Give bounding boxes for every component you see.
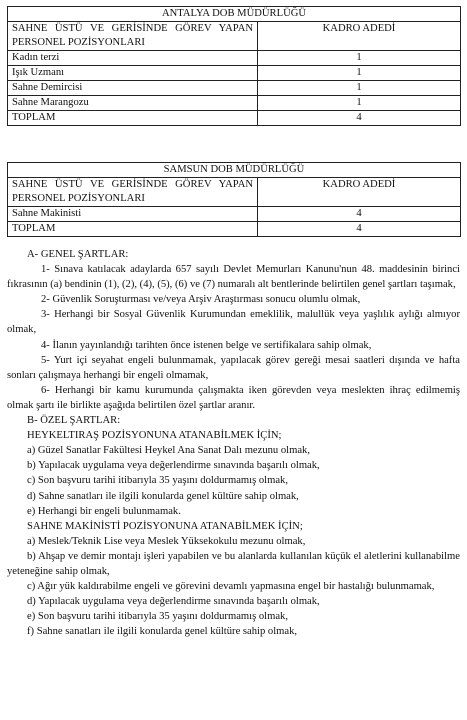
count-cell: 1 (258, 51, 461, 66)
position-cell: Sahne Demircisi (8, 81, 258, 96)
ozel-heading: B- ÖZEL ŞARTLAR: (27, 415, 121, 427)
antalya-kadro-table (7, 6, 461, 126)
makinist-item: e) Son başvuru tarihi itibarıyla 35 yaşını doldurmamış olmak, (27, 611, 288, 623)
total-row (8, 222, 461, 237)
makinist-item: c) Ağır yük kaldırabilme engeli ve görevini devamlı yapmasına engel bir hastalığı bulunmamak, (27, 581, 435, 593)
genel-item: 1- Sınava katılacak adaylarda 657 sayılı Devlet Memurları Kanunu'nun 48. maddesinin birinci fıkrasının (a) bendinin (1), (2), (4), (5), (6) ve (7) numaralı alt bentlerinde belirtilen genel şartları taşımak, (7, 264, 460, 291)
heykel-item: a) Güzel Sanatlar Fakültesi Heykel Ana Sanat Dalı mezunu olmak, (27, 445, 311, 457)
position-cell: Işık Uzmanı (8, 66, 258, 81)
total-label: TOPLAM (8, 111, 258, 126)
column-header-position: SAHNE ÜSTÜ VE GERİSİNDE GÖREV YAPAN PERSONEL POZİSYONLARI (8, 178, 258, 207)
count-cell: 4 (258, 207, 461, 222)
column-header-count: KADRO ADEDİ (258, 178, 461, 207)
heykel-item: e) Herhangi bir engeli bulunmamak. (27, 505, 181, 517)
total-row (8, 111, 461, 126)
heykel-item: b) Yapılacak uygulama veya değerlendirme sınavında başarılı olmak, (27, 460, 320, 472)
makinist-item: a) Meslek/Teknik Lise veya Meslek Yüksekokulu mezunu olmak, (27, 535, 306, 547)
total-label: TOPLAM (8, 222, 258, 237)
conditions-text (7, 247, 460, 639)
samsun-kadro-table (7, 162, 461, 237)
heykel-item: c) Son başvuru tarihi itibarıyla 35 yaşını doldurmamış olmak, (27, 475, 288, 487)
position-cell: Sahne Makinisti (8, 207, 258, 222)
table-row (8, 81, 461, 96)
table-row (8, 66, 461, 81)
position-cell: Sahne Marangozu (8, 96, 258, 111)
column-header-position: SAHNE ÜSTÜ VE GERİSİNDE GÖREV YAPAN PERSONEL POZİSYONLARI (8, 22, 258, 51)
column-header-count: KADRO ADEDİ (258, 22, 461, 51)
total-value: 4 (258, 111, 461, 126)
table-row (8, 207, 461, 222)
heykel-heading: HEYKELTIRAŞ POZİSYONUNA ATANABİLMEK İÇİN; (27, 430, 282, 442)
total-value: 4 (258, 222, 461, 237)
count-cell: 1 (258, 66, 461, 81)
count-cell: 1 (258, 96, 461, 111)
heykel-item: d) Sahne sanatları ile ilgili konularda genel kültüre sahip olmak, (27, 490, 299, 502)
position-cell: Kadın terzi (8, 51, 258, 66)
count-cell: 1 (258, 81, 461, 96)
genel-item: 2- Güvenlik Soruşturması ve/veya Arşiv Araştırması sonucu olumlu olmak, (41, 294, 361, 306)
table-title: ANTALYA DOB MÜDÜRLÜĞÜ (8, 7, 461, 22)
table-row (8, 51, 461, 66)
genel-item: 3- Herhangi bir Sosyal Güvenlik Kurumundan emeklilik, malullük veya yaşlılık aylığı almıyor olmak, (7, 309, 460, 336)
table-title: SAMSUN DOB MÜDÜRLÜĞÜ (8, 163, 461, 178)
genel-item: 4- İlanın yayınlandığı tarihten önce istenen belge ve sertifikalara sahip olmak, (41, 339, 372, 351)
table-row (8, 96, 461, 111)
genel-heading: A- GENEL ŞARTLAR: (27, 249, 129, 260)
genel-item: 5- Yurt içi seyahat engeli bulunmamak, yapılacak görev gereği mesai saatleri dışında ve hafta sonları çalışmaya herhangi bir engeli olmamak, (7, 354, 460, 381)
makinist-item: b) Ahşap ve demir montajı işleri yapabilen ve bu alanlarda kullanılan küçük el aletlerini kullanabilme yeteneğine sahip olmak, (7, 550, 460, 577)
makinist-item: f) Sahne sanatları ile ilgili konularda genel kültüre sahip olmak, (27, 626, 298, 638)
makinist-item: d) Yapılacak uygulama veya değerlendirme sınavında başarılı olmak, (27, 596, 320, 608)
genel-item: 6- Herhangi bir kamu kurumunda çalışmakta iken görevden veya meslekten ihraç edilmemiş olmak şartı ile birlikte aşağıda belirtilen özel şartlar aranır. (7, 384, 460, 411)
makinist-heading: SAHNE MAKİNİSTİ POZİSYONUNA ATANABİLMEK İÇİN; (27, 520, 303, 532)
